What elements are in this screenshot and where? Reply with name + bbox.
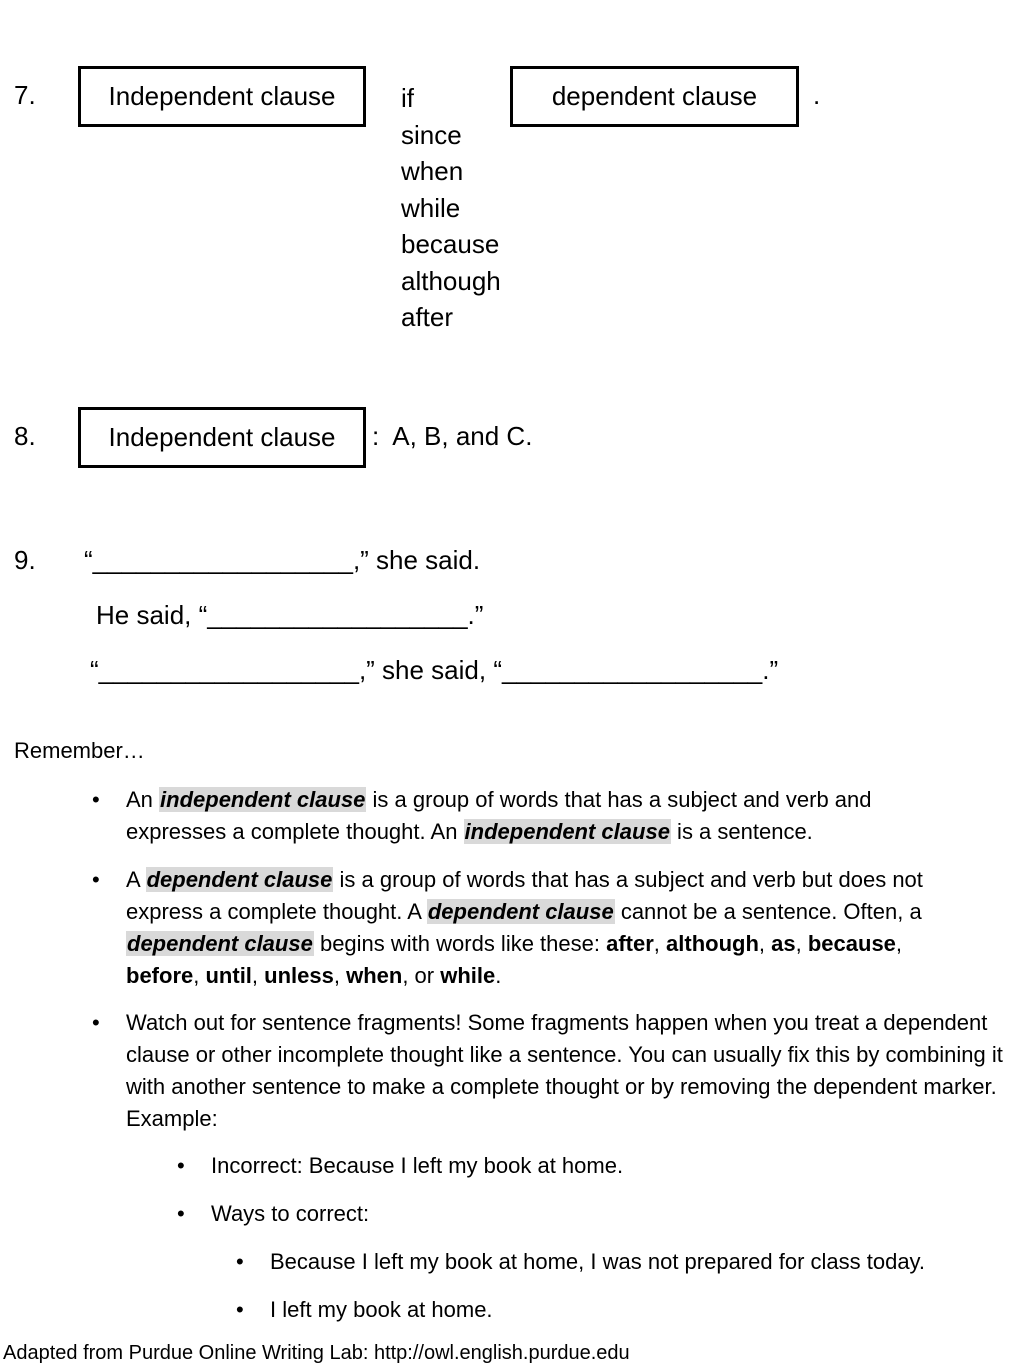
sentence-period: . xyxy=(813,80,821,110)
quote-pattern-2: He said, “__________________.” xyxy=(96,600,484,630)
bullet-dot: • xyxy=(92,787,100,812)
incorrect-text: Incorrect: Because I left my book at home. xyxy=(211,1153,624,1178)
text: An xyxy=(126,787,160,812)
subordinator-word: since xyxy=(401,119,462,150)
fragments-text: Watch out for sentence fragments! Some fragments happen when you treat a dependent clause or other incomplete thought like a sentence. You can usually fix this by combining it with another sentence to make a complete thought or by removing the dependent marker. Example: xyxy=(126,1010,1003,1131)
term-dependent-clause: dependent clause xyxy=(127,931,313,956)
colon-list-text: : A, B, and C. xyxy=(372,421,533,451)
marker-word: when xyxy=(346,963,403,988)
bullet-dot: • xyxy=(236,1249,244,1274)
bullet-correction-2 xyxy=(236,1294,493,1326)
remember-heading: Remember… xyxy=(14,738,145,763)
bullet-dot: • xyxy=(92,867,100,892)
subordinator-word: while xyxy=(401,192,461,223)
bullet-incorrect-example xyxy=(177,1150,624,1182)
marker-word: as xyxy=(771,931,796,956)
text: , xyxy=(895,931,903,956)
marker-word: until xyxy=(205,963,252,988)
subordinator-word: after xyxy=(401,302,454,332)
term-dependent-clause: dependent clause xyxy=(427,899,614,924)
text: A xyxy=(126,867,146,892)
correction-text: I left my book at home. xyxy=(270,1297,493,1322)
marker-word: after xyxy=(606,931,654,956)
term-independent-clause: independent clause xyxy=(464,819,670,844)
text: , xyxy=(333,963,347,988)
text: cannot be a sentence. Often, a xyxy=(614,899,922,924)
item-7-number: 7. xyxy=(14,80,36,110)
independent-clause-box xyxy=(78,66,366,127)
bullet-dot: • xyxy=(177,1153,185,1178)
subordinator-word: when xyxy=(401,156,464,186)
text: . xyxy=(495,963,502,988)
subordinator-list xyxy=(401,80,501,336)
bullet-correction-1 xyxy=(236,1246,926,1278)
bullet-ways-to-correct xyxy=(177,1198,370,1230)
marker-word: although xyxy=(666,931,759,956)
term-independent-clause: independent clause xyxy=(160,787,366,812)
correction-text: Because I left my book at home, I was not prepared for class today. xyxy=(270,1249,926,1274)
bullet-dot: • xyxy=(92,1010,100,1035)
subordinator-word: because xyxy=(401,229,500,259)
term-dependent-clause: dependent clause xyxy=(146,867,333,892)
text: is a sentence. xyxy=(670,819,813,844)
text: , xyxy=(251,963,265,988)
bullet-dot: • xyxy=(177,1201,185,1226)
subordinator-word: although xyxy=(401,265,501,296)
marker-word: before xyxy=(126,963,194,988)
text: , xyxy=(653,931,667,956)
bullet-dot: • xyxy=(236,1297,244,1322)
bullet-independent-clause xyxy=(92,784,966,848)
marker-word: while xyxy=(440,963,496,988)
text: begins with words like these: xyxy=(313,931,607,956)
item-8-number: 8. xyxy=(14,421,36,451)
marker-word: unless xyxy=(264,963,334,988)
independent-clause-label: Independent clause xyxy=(108,81,336,111)
marker-word: because xyxy=(807,931,896,956)
subordinator-word: if xyxy=(401,83,414,113)
text: , xyxy=(193,963,206,988)
bullet-dependent-clause xyxy=(92,864,1006,992)
dependent-clause-box xyxy=(510,66,799,127)
text: is a group of words that has a subject and verb but does not express a complete thought. A xyxy=(126,867,923,924)
quote-pattern-3: “__________________,” she said, “__________________.” xyxy=(90,655,779,685)
independent-clause-label: Independent clause xyxy=(108,422,336,452)
dependent-clause-label: dependent clause xyxy=(551,81,758,111)
text: , xyxy=(758,931,772,956)
quote-pattern-1: “__________________,” she said. xyxy=(84,545,481,575)
text: , or xyxy=(402,963,441,988)
independent-clause-box-8 xyxy=(78,407,366,468)
text: is a group of words that has a subject and verb and expresses a complete thought. An xyxy=(126,787,872,844)
source-credit: Adapted from Purdue Online Writing Lab: http://owl.english.purdue.edu xyxy=(3,1342,630,1364)
text: , xyxy=(795,931,808,956)
item-9-number: 9. xyxy=(14,545,36,575)
ways-text: Ways to correct: xyxy=(211,1201,370,1226)
bullet-fragments xyxy=(92,1007,1011,1135)
